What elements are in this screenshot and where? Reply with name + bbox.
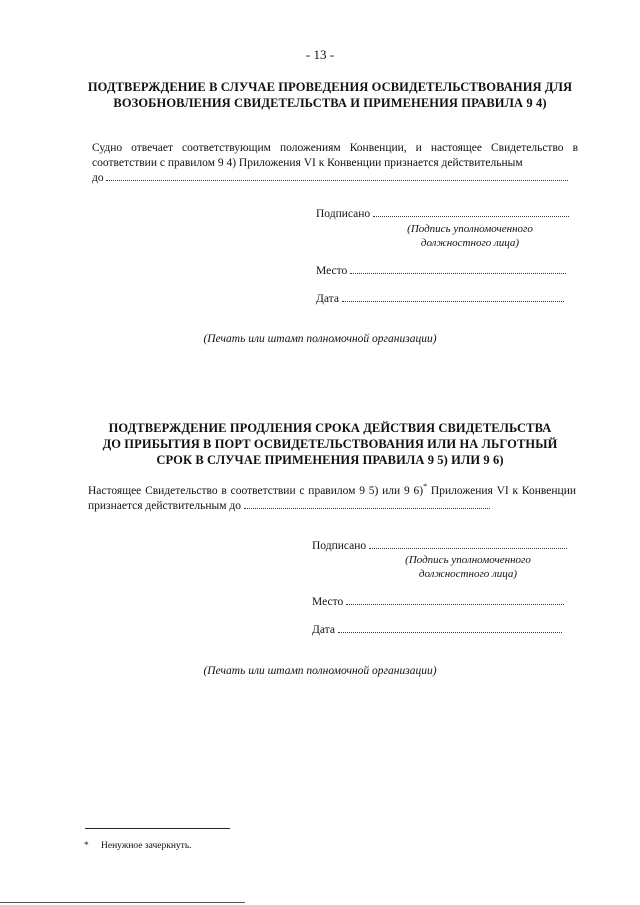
section1-title-line2: ВОЗОБНОВЛЕНИЯ СВИДЕТЕЛЬСТВА И ПРИМЕНЕНИЯ ПРАВИЛА 9 4) — [113, 96, 547, 110]
section2-date-row — [312, 623, 576, 636]
section2-body-part2: Приложения VI к Конвенции признается действительным до — [88, 484, 577, 512]
section2-signature-note-line1: (Подпись уполномоченного — [405, 554, 531, 566]
section1-signature-note-line1: (Подпись уполномоченного — [407, 223, 533, 235]
section1-place-field[interactable] — [350, 264, 566, 274]
section1-signature-note-line2: должностного лица) — [420, 237, 520, 249]
section2-date-field[interactable] — [338, 623, 562, 633]
section1-title-line1: ПОДТВЕРЖДЕНИЕ В СЛУЧАЕ ПРОВЕДЕНИЯ ОСВИДЕТЕЛЬСТВОВАНИЯ ДЛЯ — [87, 80, 573, 94]
section2-until-field[interactable] — [244, 499, 490, 509]
section1-date-label: Дата — [316, 293, 339, 305]
section2-place-row — [312, 595, 576, 608]
section1-until-field[interactable] — [106, 171, 568, 181]
footnote-separator — [85, 828, 230, 829]
section1-signature-field[interactable] — [373, 207, 569, 217]
section1-until-row — [92, 171, 578, 184]
footnote-text: Ненужное зачеркнуть. — [101, 841, 192, 851]
section1-body-text: Судно отвечает соответствующим положениям Конвенции, и настоящее Свидетельство в соответствии с правилом 9 4) Приложения VI к Конвенции признается действительным — [92, 142, 578, 169]
section1-date-field[interactable] — [342, 292, 564, 302]
section2-title — [60, 420, 600, 468]
section1-seal-note: (Печать или штамп полномочной организации) — [203, 333, 437, 345]
section2-title-line3: СРОК В СЛУЧАЕ ПРИМЕНЕНИЯ ПРАВИЛА 9 5) ИЛИ 9 6) — [156, 453, 504, 467]
section2-signature-note-line2: должностного лица) — [418, 568, 518, 580]
section2-date-label: Дата — [312, 624, 335, 636]
section2-signed-label: Подписано — [312, 540, 367, 552]
section1-date-row — [316, 292, 580, 305]
section2-footnote-mark: * — [423, 482, 428, 491]
section1-place-label: Место — [316, 265, 348, 277]
section2-title-line1: ПОДТВЕРЖДЕНИЕ ПРОДЛЕНИЯ СРОКА ДЕЙСТВИЯ СВИДЕТЕЛЬСТВА — [108, 421, 552, 435]
section2-body — [88, 479, 576, 514]
page-number: - 13 - — [305, 47, 335, 62]
section1-place-row — [316, 264, 580, 277]
section2-place-label: Место — [312, 596, 344, 608]
section2-signature-note — [378, 553, 558, 581]
section2-signature-field[interactable] — [369, 539, 567, 549]
section2-body-part1: Настоящее Свидетельство в соответствии с правилом 9 5) или 9 6) — [88, 484, 424, 497]
section2-title-line2: ДО ПРИБЫТИЯ В ПОРТ ОСВИДЕТЕЛЬСТВОВАНИЯ ИЛИ НА ЛЬГОТНЫЙ — [102, 437, 558, 451]
section1-body — [92, 141, 578, 171]
section1-signed-row — [316, 207, 580, 220]
page-bottom-edge — [0, 902, 245, 903]
section2-signed-row — [312, 539, 576, 552]
section1-signed-label: Подписано — [316, 208, 371, 220]
section2-place-field[interactable] — [346, 595, 564, 605]
section1-title — [60, 79, 600, 111]
section1-signature-note — [380, 222, 560, 250]
footnote-mark: * — [84, 841, 89, 851]
section1-until-label: до — [92, 172, 104, 184]
section2-seal-note: (Печать или штамп полномочной организации) — [203, 665, 437, 677]
